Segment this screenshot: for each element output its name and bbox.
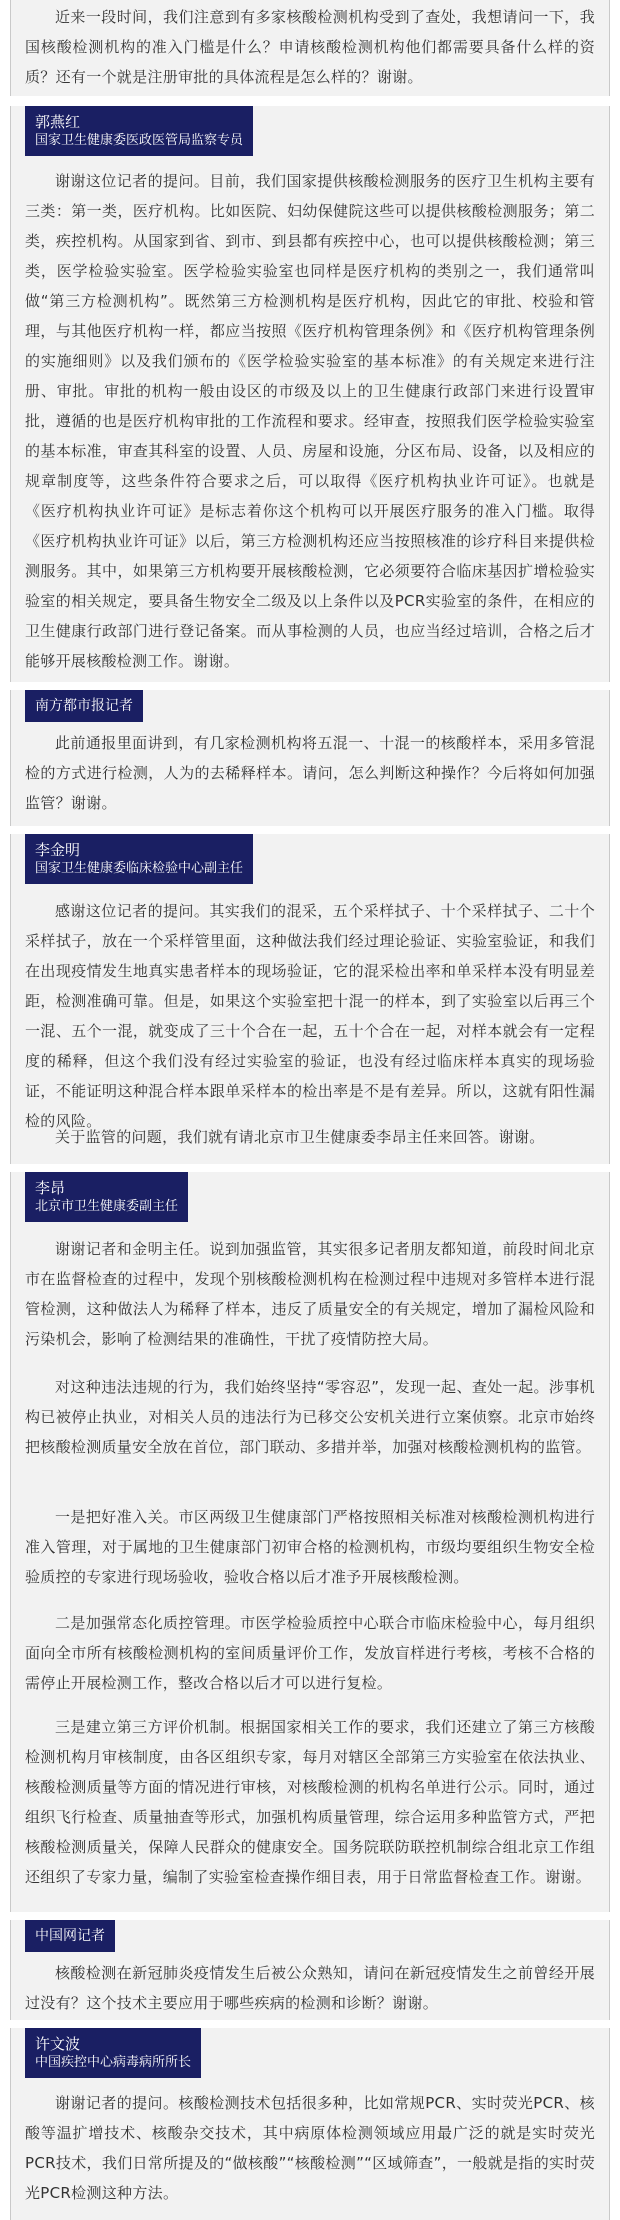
speaker-name: 李昂 <box>35 1179 66 1197</box>
question-block-3 <box>10 1920 610 2020</box>
speaker-title: 国家卫生健康委临床检验中心副主任 <box>35 861 244 876</box>
speaker-label <box>25 2028 201 2078</box>
speaker-title: 国家卫生健康委医政医管局监察专员 <box>35 133 244 148</box>
speaker-name: 郭燕红 <box>35 113 81 131</box>
question-text: 核酸检测在新冠肺炎疫情发生后被公众熟知，请问在新冠疫情发生之前曾经开展过没有？这个技术主要应用于哪些疾病的检测和诊断？谢谢。 <box>25 1964 595 2012</box>
speaker-name: 南方都市报记者 <box>35 698 133 714</box>
answer-paragraph-1: 谢谢记者和金明主任。说到加强监管，其实很多记者朋友都知道，前段时间北京市在监督检查的过程中，发现个别核酸检测机构在检测过程中违规对多管样本进行混管检测，这种做法人为稀释了样本，违反了质量安全的有关规定，增加了漏检风险和污染机会，影响了检测结果的准确性，干扰了疫情防控大局。 <box>25 1240 595 1348</box>
answer-block-guo <box>10 106 610 682</box>
speaker-name: 许文波 <box>35 2035 81 2053</box>
speaker-label <box>25 106 253 156</box>
answer-block-li-ang <box>10 1172 610 1912</box>
answer-block-xu <box>10 2028 610 2220</box>
speaker-label <box>25 834 253 884</box>
speaker-title: 北京市卫生健康委副主任 <box>35 1199 179 1214</box>
answer-paragraph-5: 三是建立第三方评价机制。根据国家相关工作的要求，我们还建立了第三方核酸检测机构月审核制度，由各区组织专家，每月对辖区全部第三方实验室在依法执业、核酸检测质量等方面的情况进行审核，对核酸检测的机构名单进行公示。同时，通过组织飞行检查、质量抽查等形式，加强机构质量管理，综合运用多种监管方式，严把核酸检测质量关，保障人民群众的健康安全。国务院联防联控机制综合组北京工作组还组织了专家力量，编制了实验室检查操作细目表，用于日常监督检查工作。谢谢。 <box>25 1718 595 1886</box>
answer-paragraph-2: 对这种违法违规的行为，我们始终坚持“零容忍”，发现一起、查处一起。涉事机构已被停止执业，对相关人员的违法行为已移交公安机关进行立案侦察。北京市始终把核酸检测质量安全放在首位，部门联动、多措并举，加强对核酸检测机构的监管。 <box>25 1378 595 1456</box>
answer-paragraph-2: 关于监管的问题，我们就有请北京市卫生健康委李昂主任来回答。谢谢。 <box>55 1128 545 1146</box>
answer-paragraph-4: 二是加强常态化质控管理。市医学检验质控中心联合市临床检验中心，每月组织面向全市所有核酸检测机构的室间质量评价工作，发放盲样进行考核，考核不合格的需停止开展检测工作，整改合格以后才可以进行复检。 <box>25 1614 595 1692</box>
speaker-label <box>25 1920 115 1952</box>
answer-text: 谢谢这位记者的提问。目前，我们国家提供核酸检测服务的医疗卫生机构主要有三类：第一类，医疗机构。比如医院、妇幼保健院这些可以提供核酸检测服务；第二类，疾控机构。从国家到省、到市、到县都有疾控中心，也可以提供核酸检测；第三类，医学检验实验室。医学检验实验室也同样是医疗机构的类别之一，我们通常叫做“第三方检测机构”。既然第三方检测机构是医疗机构，因此它的审批、校验和管理，与其他医疗机构一样，都应当按照《医疗机构管理条例》和《医疗机构管理条例的实施细则》以及我们颁布的《医学检验实验室的基本标准》的有关规定来进行注册、审批。审批的机构一般由设区的市级及以上的卫生健康行政部门来进行设置审批，遵循的也是医疗机构审批的工作流程和要求。经审查，按照我们医学检验实验室的基本标准，审查其科室的设置、人员、房屋和设施，分区布局、设备，以及相应的规章制度等，这些条件符合要求之后，可以取得《医疗机构执业许可证》。也就是《医疗机构执业许可证》是标志着你这个机构可以开展医疗服务的准入门槛。取得《医疗机构执业许可证》以后，第三方检测机构还应当按照核准的诊疗科目来提供检测服务。其中，如果第三方机构要开展核酸检测，它必须要符合临床基因扩增检验实验室的相关规定，要具备生物安全二级及以上条件以及PCR实验室的条件，在相应的卫生健康行政部门进行登记备案。而从事检测的人员，也应当经过培训，合格之后才能够开展核酸检测工作。谢谢。 <box>25 172 595 670</box>
answer-paragraph-1: 感谢这位记者的提问。其实我们的混采，五个采样拭子、十个采样拭子、二十个采样拭子，放在一个采样管里面，这种做法我们经过理论验证、实验室验证，和我们在出现疫情发生地真实患者样本的现场验证，它的混采检出率和单采样本没有明显差距，检测准确可靠。但是，如果这个实验室把十混一的样本，到了实验室以后再三个一混、五个一混，就变成了三十个合在一起，五十个合在一起，对样本就会有一定程度的稀释，但这个我们没有经过实验室的验证，也没有经过临床样本真实的现场验证，不能证明这种混合样本跟单采样本的检出率是不是有差异。所以，这就有阳性漏检的风险。 <box>25 902 595 1130</box>
speaker-label <box>25 1172 188 1222</box>
answer-block-li-jinming <box>10 834 610 1164</box>
question-text: 近来一段时间，我们注意到有多家核酸检测机构受到了查处，我想请问一下，我国核酸检测机构的准入门槛是什么？申请核酸检测机构他们都需要具备什么样的资质？还有一个就是注册审批的具体流程是怎么样的？谢谢。 <box>25 8 595 86</box>
speaker-label <box>25 690 143 722</box>
question-block-1 <box>10 0 610 96</box>
question-block-2 <box>10 690 610 826</box>
question-text: 此前通报里面讲到，有几家检测机构将五混一、十混一的核酸样本，采用多管混检的方式进行检测，人为的去稀释样本。请问，怎么判断这种操作？今后将如何加强监管？谢谢。 <box>25 734 595 812</box>
answer-paragraph-3: 一是把好准入关。市区两级卫生健康部门严格按照相关标准对核酸检测机构进行准入管理，对于属地的卫生健康部门初审合格的检测机构，市级均要组织生物安全检验质控的专家进行现场验收，验收合格以后才准予开展核酸检测。 <box>25 1508 595 1586</box>
speaker-name: 中国网记者 <box>35 1928 105 1944</box>
answer-text: 谢谢记者的提问。核酸检测技术包括很多种，比如常规PCR、实时荧光PCR、核酸等温扩增技术、核酸杂交技术，其中病原体检测领域应用最广泛的就是实时荧光PCR技术，我们日常所提及的“做核酸”“核酸检测”“区域筛查”，一般就是指的实时荧光PCR检测这种方法。 <box>25 2094 595 2202</box>
speaker-name: 李金明 <box>35 841 81 859</box>
speaker-title: 中国疾控中心病毒病所所长 <box>35 2055 192 2070</box>
